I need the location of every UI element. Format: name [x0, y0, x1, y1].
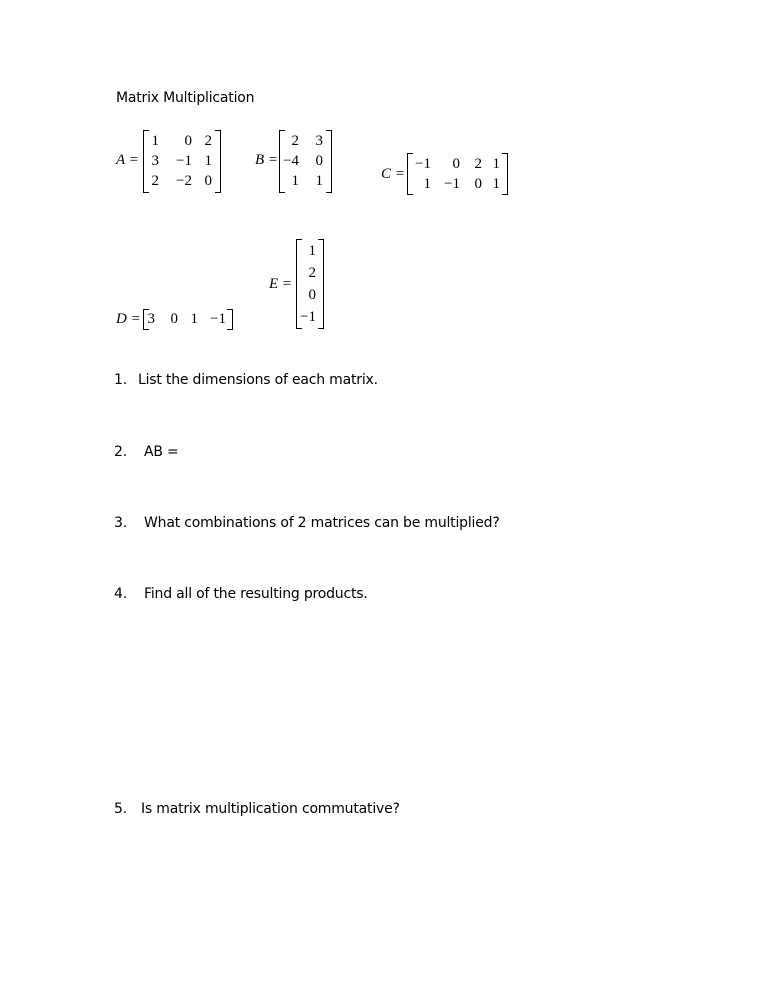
question-number: 2. [114, 444, 127, 460]
matrix-cell: −1 [176, 152, 192, 169]
matrix-cell: 1 [151, 132, 159, 149]
matrix-cell: 1 [315, 173, 323, 190]
matrix-cell: 3 [315, 132, 323, 149]
matrix-cell: −4 [283, 152, 299, 169]
matrix-cell: 2 [151, 173, 159, 190]
matrix-cell: 2 [308, 264, 316, 281]
matrix-d-body [143, 309, 233, 330]
matrix-cell: −1 [300, 308, 316, 325]
question-5 [114, 801, 400, 817]
matrix-e-body [296, 239, 324, 329]
matrix-cell: −1 [210, 311, 226, 327]
matrix-cell: 0 [315, 152, 323, 169]
question-4 [114, 586, 368, 602]
matrix-cell: 1 [423, 175, 431, 192]
matrix-cell: 2 [291, 132, 299, 149]
matrix-cell: −2 [176, 173, 192, 190]
matrix-a-label: A = [116, 152, 139, 168]
matrix-cell: 1 [204, 152, 212, 169]
matrix-cell: 0 [170, 311, 178, 327]
matrix-cell: 1 [492, 155, 500, 172]
matrix-cell: 3 [147, 311, 155, 327]
matrix-cell: 0 [452, 155, 460, 172]
question-text: What combinations of 2 matrices can be multiplied? [144, 515, 500, 531]
question-number: 1. [114, 372, 127, 388]
matrix-cell: −1 [444, 175, 460, 192]
question-2 [114, 444, 179, 460]
matrix-cell: 2 [474, 155, 482, 172]
matrix-cell: 0 [184, 132, 192, 149]
matrix-cell: 1 [190, 311, 198, 327]
matrix-cell: 0 [308, 286, 316, 303]
matrix-cell: 0 [474, 175, 482, 192]
question-number: 3. [114, 515, 127, 531]
question-number: 4. [114, 586, 127, 602]
matrix-cell: 2 [204, 132, 212, 149]
question-3 [114, 515, 500, 531]
matrix-d-label: D = [116, 311, 141, 327]
matrix-cell: 1 [492, 175, 500, 192]
matrix-cell: 1 [291, 173, 299, 190]
page-title: Matrix Multiplication [116, 90, 255, 106]
matrix-a-body [143, 130, 221, 193]
question-1 [114, 372, 378, 388]
matrix-b-label: B = [255, 152, 279, 168]
question-number: 5. [114, 801, 127, 817]
matrix-e-label: E = [269, 276, 293, 292]
matrix-b-body [279, 130, 332, 193]
matrix-c-label: C = [381, 166, 405, 182]
matrix-c-body [407, 153, 508, 195]
question-text: Find all of the resulting products. [144, 586, 368, 602]
matrix-cell: 0 [204, 173, 212, 190]
matrix-cell: −1 [415, 155, 431, 172]
matrix-cell: 1 [308, 242, 316, 259]
matrix-cell: 3 [151, 152, 159, 169]
question-text: Is matrix multiplication commutative? [141, 801, 400, 817]
question-text: AB = [144, 444, 179, 460]
question-text: List the dimensions of each matrix. [138, 372, 378, 388]
